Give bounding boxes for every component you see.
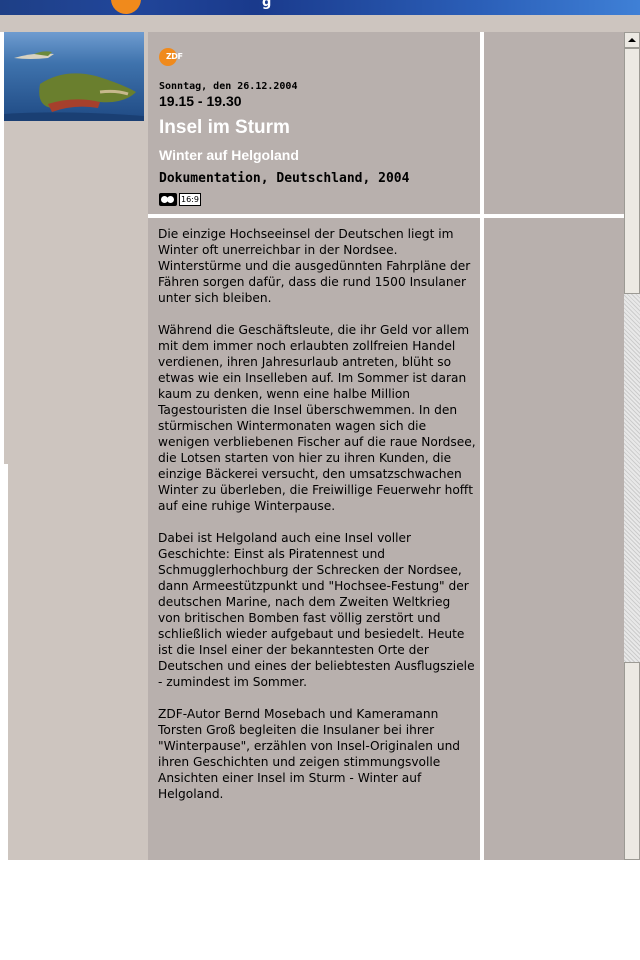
description-paragraph: ZDF-Autor Bernd Mosebach und Kameramann Torsten Groß begleiten die Insulaner bei ihrer "Winterpause", erzählen von Insel-Originalen und ihren Geschichten und zeigen stimmungsvolle Ansichten einer Insel im Sturm - Winter auf Helgoland. (158, 707, 461, 801)
zdf-logo-text: ZDF (166, 52, 183, 61)
format-icons (159, 193, 201, 206)
description-paragraph: Dabei ist Helgoland auch eine Insel voller Geschichte: Einst als Piratennest und Schmugglerhochburg der Schrecken der Nordsee, dann Armeestützpunkt und "Hochsee-Festung" der deutschen Marine, nach dem Zweiten Weltkrieg von britischen Bomben fast völlig zerstört und schließlich wieder aufgebaut und besiedelt. Heute ist die Insel einer der bekanntesten Orte der Deutschen und eines der beliebtesten Ausflugsziele - zumindest im Sommer. (158, 531, 475, 689)
broadcast-time: 19.15 - 19.30 (159, 93, 242, 109)
banner-text-fragment: g (262, 0, 272, 10)
broadcast-date: Sonntag, den 26.12.2004 (159, 81, 298, 92)
right-side-panel-lower (484, 218, 624, 860)
scrollbar-thumb[interactable] (624, 48, 640, 294)
program-genre: Dokumentation, Deutschland, 2004 (159, 171, 410, 186)
banner-logo-orb (111, 0, 141, 14)
helgoland-aerial-photo (4, 32, 144, 121)
program-header-panel (148, 32, 480, 214)
widescreen-16-9-icon: 16:9 (181, 195, 199, 204)
description-paragraph: Die einzige Hochseeinsel der Deutschen liegt im Winter oft unerreichbar in der Nordsee. Winterstürme und die ausgedünnten Fahrpläne der Fähren sorgen dafür, dass die rund 1500 Insulaner unter sich bleiben. (158, 227, 471, 305)
left-column-lower (8, 464, 148, 860)
stereo-icon (159, 193, 177, 206)
program-subtitle: Winter auf Helgoland (159, 147, 299, 163)
right-side-panel (484, 32, 624, 214)
banner-divider-band (0, 15, 640, 32)
program-description (158, 226, 476, 802)
scrollbar-thumb-lower[interactable] (624, 662, 640, 860)
vertical-scrollbar[interactable] (624, 32, 640, 860)
scroll-up-arrow-icon[interactable] (624, 32, 640, 48)
zdf-logo-icon (159, 48, 183, 66)
program-description-panel (148, 218, 480, 860)
top-banner (0, 0, 640, 15)
description-paragraph: Während die Geschäftsleute, die ihr Geld vor allem mit dem immer noch erlaubten zollfreien Handel verdienen, ihren Jahresurlaub antreten, blüht so etwas wie ein Inselleben auf. Im Sommer ist daran kaum zu denken, wenn eine halbe Million Tagestouristen die Insel überschwemmen. In den stürmischen Wintermonaten wagen sich die wenigen verbliebenen Fischer auf die raue Nordsee, die Lotsen starten von hier zu ihren Kunden, die einzige Bäckerei versucht, den umsatzschwachen Winter zu überleben, die Freiwillige Feuerwehr hofft auf eine ruhige Winterpause. (158, 323, 476, 513)
zdf-logo (159, 47, 183, 67)
program-title: Insel im Sturm (159, 117, 290, 138)
